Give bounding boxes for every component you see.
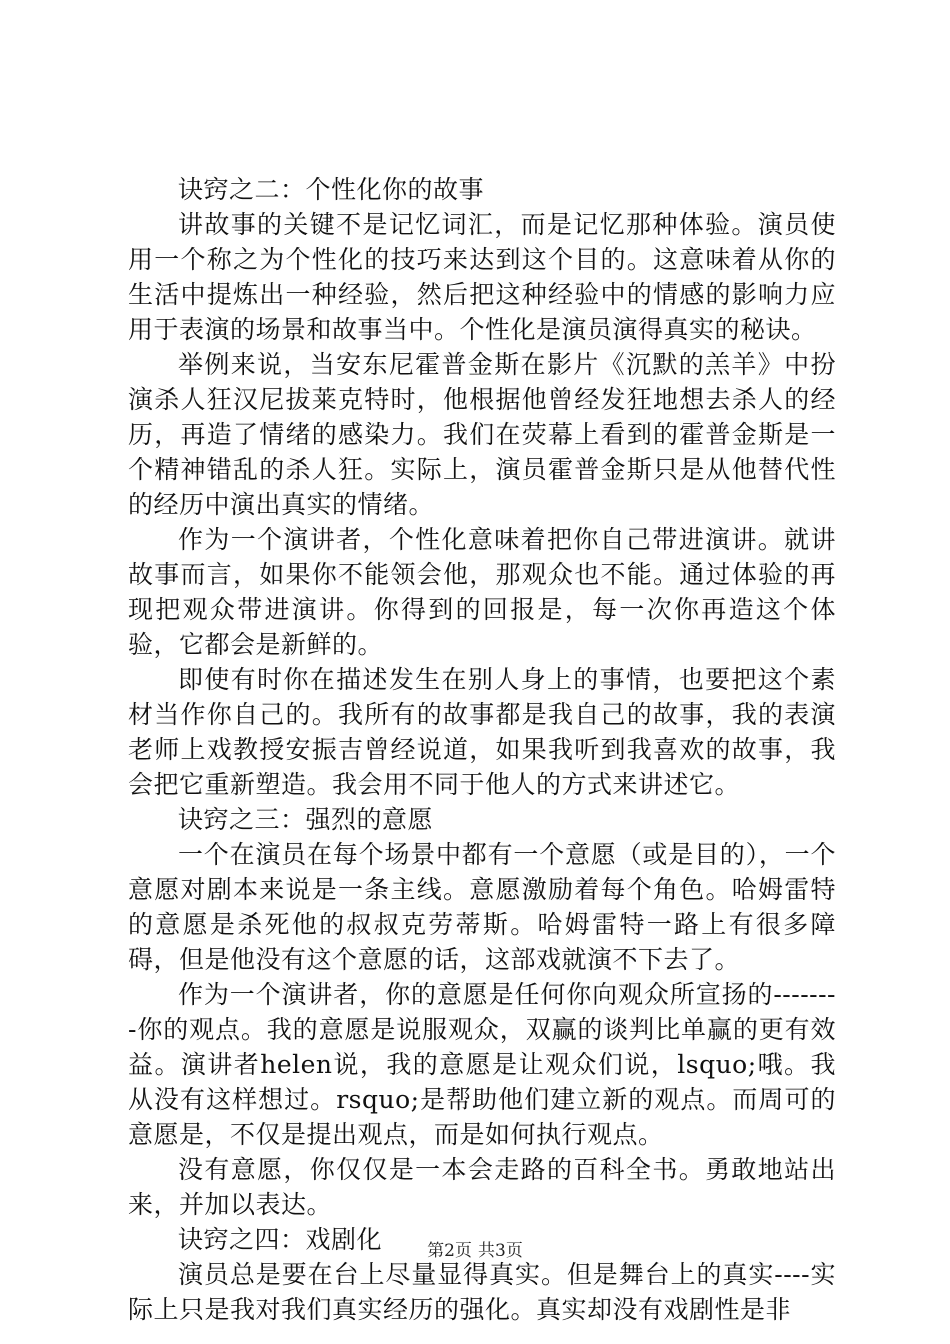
page-number: 第2页 <box>427 1241 472 1261</box>
paragraph: 作为一个演讲者，你的意愿是任何你向观众所宣扬的--------你的观点。我的意愿是说服观众，双赢的谈判比单赢的更有效益。演讲者helen说，我的意愿是让观众们说，lsquo;哦。我从没有这样想过。rsquo;是帮助他们建立新的观点。而周可的意愿是，不仅是提出观点，而是如何执行观点。 <box>128 980 836 1149</box>
section-heading: 诀窍之四：戏剧化 <box>178 1225 383 1254</box>
document-body <box>128 172 836 1327</box>
paragraph: 演员总是要在台上尽量显得真实。但是舞台上的真实----实际上只是我对我们真实经历的强化。真实却没有戏剧性是非 <box>128 1260 836 1324</box>
paragraph: 讲故事的关键不是记忆词汇，而是记忆那种体验。演员使用一个称之为个性化的技巧来达到这个目的。这意味着从你的生活中提炼出一种经验，然后把这种经验中的情感的影响力应用于表演的场景和故事当中。个性化是演员演得真实的秘诀。 <box>128 210 836 344</box>
section-heading: 诀窍之三：强烈的意愿 <box>178 805 434 834</box>
paragraph: 作为一个演讲者，个性化意味着把你自己带进演讲。就讲故事而言，如果你不能领会他，那观众也不能。通过体验的再现把观众带进演讲。你得到的回报是，每一次你再造这个体验，它都会是新鲜的。 <box>128 525 836 659</box>
paragraph: 一个在演员在每个场景中都有一个意愿（或是目的），一个意愿对剧本来说是一条主线。意愿激励着每个角色。哈姆雷特的意愿是杀死他的叔叔克劳蒂斯。哈姆雷特一路上有很多障碍，但是他没有这个意愿的话，这部戏就演不下去了。 <box>128 840 836 974</box>
page-footer <box>0 1240 950 1262</box>
paragraph: 举例来说，当安东尼霍普金斯在影片《沉默的羔羊》中扮演杀人狂汉尼拔莱克特时，他根据他曾经发狂地想去杀人的经历，再造了情绪的感染力。我们在荧幕上看到的霍普金斯是一个精神错乱的杀人狂。实际上，演员霍普金斯只是从他替代性的经历中演出真实的情绪。 <box>128 350 836 519</box>
paragraph: 没有意愿，你仅仅是一本会走路的百科全书。勇敢地站出来，并加以表达。 <box>128 1155 836 1219</box>
page-total: 共3页 <box>478 1241 523 1261</box>
section-heading: 诀窍之二：个性化你的故事 <box>178 175 485 204</box>
paragraph: 即使有时你在描述发生在别人身上的事情，也要把这个素材当作你自己的。我所有的故事都是我自己的故事，我的表演老师上戏教授安振吉曾经说道，如果我听到我喜欢的故事，我会把它重新塑造。我会用不同于他人的方式来讲述它。 <box>128 665 836 799</box>
